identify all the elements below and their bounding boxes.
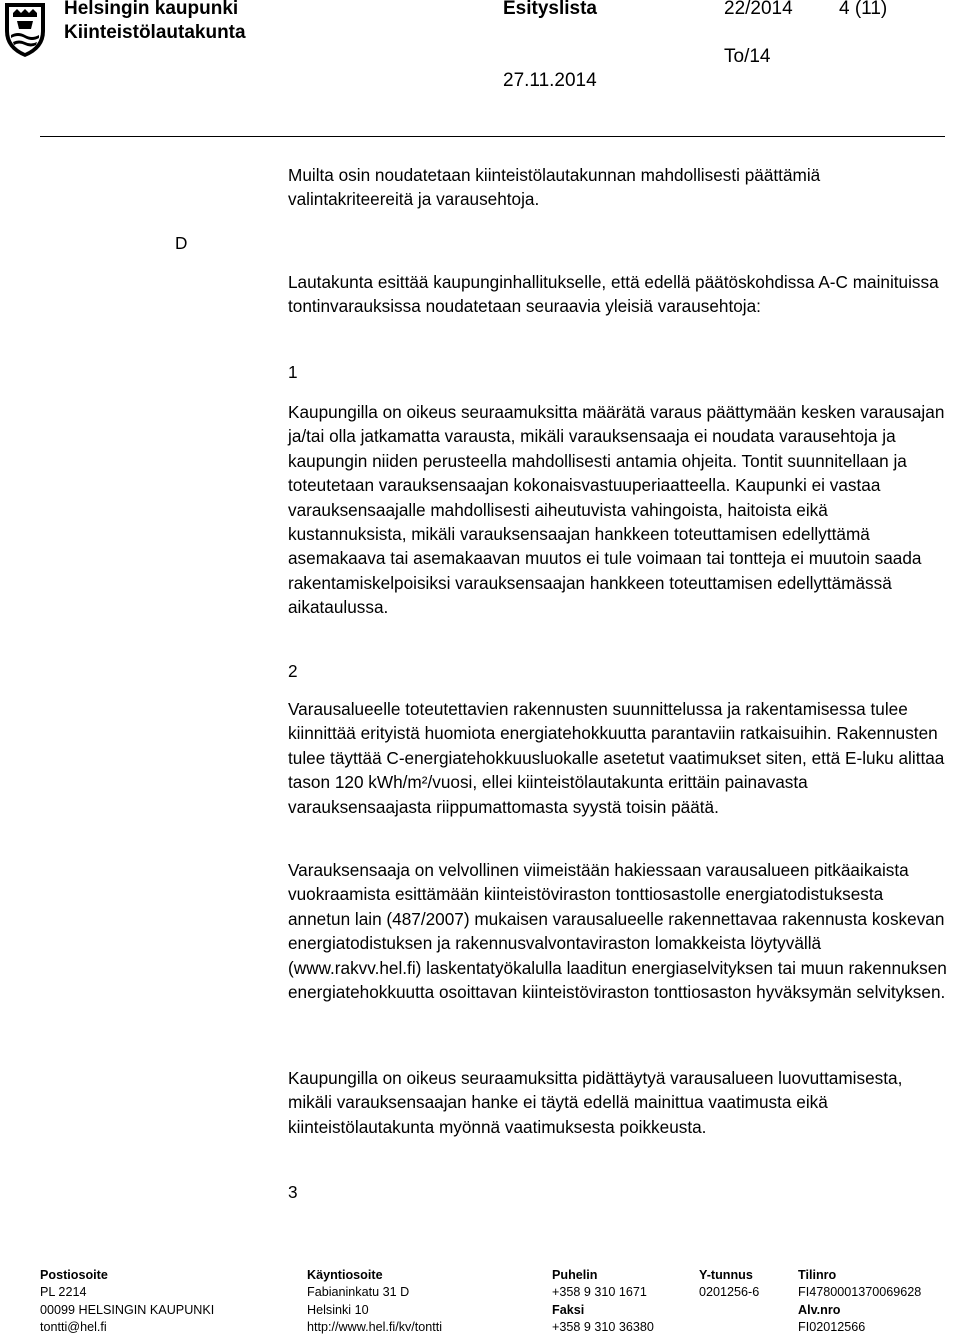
item-code: To/14 [724,46,771,67]
footer-visiting-city: Helsinki 10 [307,1302,369,1317]
intro-paragraph: Muilta osin noudatetaan kiinteistölautakunnan mahdollisesti päättämiä valintakriteereitä ja varausehtoja. [288,165,821,210]
footer-phone [552,1267,654,1336]
footer-email-link[interactable]: tontti@hel.fi [40,1319,107,1334]
item-number: 3 [288,1182,298,1202]
footer-postal [40,1267,214,1336]
footer-account [798,1267,921,1336]
section-letter: D [175,233,188,253]
footer-ytunnus [699,1267,759,1302]
item-1-paragraph: Kaupungilla on oikeus seuraamuksitta määrätä varaus päättymään kesken varausajan ja/tai olla jatkamatta varausta, mikäli varauksensaaja ei noudata varausehtoja ja kaupungin niiden perusteella mahdollisesti antamia ohjeita. Tontit suunnitellaan ja toteutetaan varauksensaajan kokonaisvastuuperiaatteella. Kaupunki ei vastaa varauksensaajalle mahdollisesti aiheutuvista vahingoista, haitoista eikä kustannuksista, mikäli varauksensaajan hankkeen toteuttamisen edellyttämä asemakaava tai asemakaavan muutos ei tule voimaan tai tontteja ei muutoin saada rakentamiskelpoisiksi varauksensaajan hankkeen toteuttamisen edellyttämässä aikataulussa. [288,402,945,618]
department-name: Kiinteistölautakunta [64,22,246,43]
footer-postal-box: PL 2214 [40,1285,87,1300]
item-number: 2 [288,661,298,681]
section-intro-paragraph: Lautakunta esittää kaupunginhallitukselle, että edellä päätöskohdissa A-C mainituissa tontinvarauksissa noudatetaan seuraavia yleisiä varausehtoja: [288,272,939,317]
helsinki-crest-logo [1,1,49,59]
footer-vat-number: FI02012566 [798,1319,866,1334]
meeting-date: 27.11.2014 [503,70,597,91]
header-divider [40,136,945,137]
item-2-paragraph-1: Varausalueelle toteutettavien rakennusten suunnittelussa ja rakentamisessa tulee kiinnittää erityistä huomiota energiatehokkuutta parantaviin ratkaisuihin. Rakennusten tulee täyttää C-energiatehokkuusluokalle asetetut vaatimukset siten, että E-luku alittaa tason 120 kWh/m²/vuosi, ellei kiinteistölautakunta erittäin painavasta varauksensaajasta riippumattomasta syystä toisin päätä. [288,699,945,817]
org-name: Helsingin kaupunki [64,0,239,19]
footer-phone-label: Puhelin [552,1268,598,1282]
footer-postal-city: 00099 HELSINGIN KAUPUNKI [40,1302,215,1317]
footer-fax-label: Faksi [552,1302,585,1317]
item-number: 1 [288,362,298,382]
footer-visiting-label: Käyntiosoite [307,1268,383,1282]
document-number: 22/2014 [724,0,793,19]
footer-fax-number: +358 9 310 36380 [552,1319,654,1334]
footer-vat-label: Alv.nro [798,1302,841,1317]
footer-account-number: FI4780001370069628 [798,1285,922,1300]
footer-ytunnus-value: 0201256-6 [699,1285,760,1300]
footer-visiting-street: Fabianinkatu 31 D [307,1285,410,1300]
footer-postal-label: Postiosoite [40,1268,108,1282]
footer-ytunnus-label: Y-tunnus [699,1268,753,1282]
item-2-paragraph-2: Varauksensaaja on velvollinen viimeistään hakiessaan varausalueen pitkäaikaista vuokraamista esittämään kiinteistöviraston tonttiosastolle energiatodistuksesta annetun lain (487/2007) mukaisen varausalueelle rakennettavaa rakennusta koskevan energiatodistuksen ja rakennusvalvontaviraston lomakkeista löytyvällä (www.rakvv.hel.fi) laskentatyökalulla laaditun energiaselvityksen tai muun rakennuksen energiatehokkuutta osoittavan kiinteistöviraston tonttiosaston hyväksymän selvityksen. [288,860,947,1003]
footer-account-label: Tilinro [798,1268,837,1282]
footer-website-link[interactable]: http://www.hel.fi/kv/tontti [307,1319,443,1334]
item-2-paragraph-3: Kaupungilla on oikeus seuraamuksitta pidättäytyä varausalueen luovuttamisesta, mikäli varauksensaajan hanke ei täytä edellä mainittua vaatimusta eikä kiinteistölautakunta myönnä vaatimuksesta poikkeusta. [288,1068,903,1137]
page-number: 4 (11) [839,0,888,19]
document-type: Esityslista [503,0,597,19]
footer-visiting [307,1267,442,1336]
footer-phone-number: +358 9 310 1671 [552,1285,647,1300]
